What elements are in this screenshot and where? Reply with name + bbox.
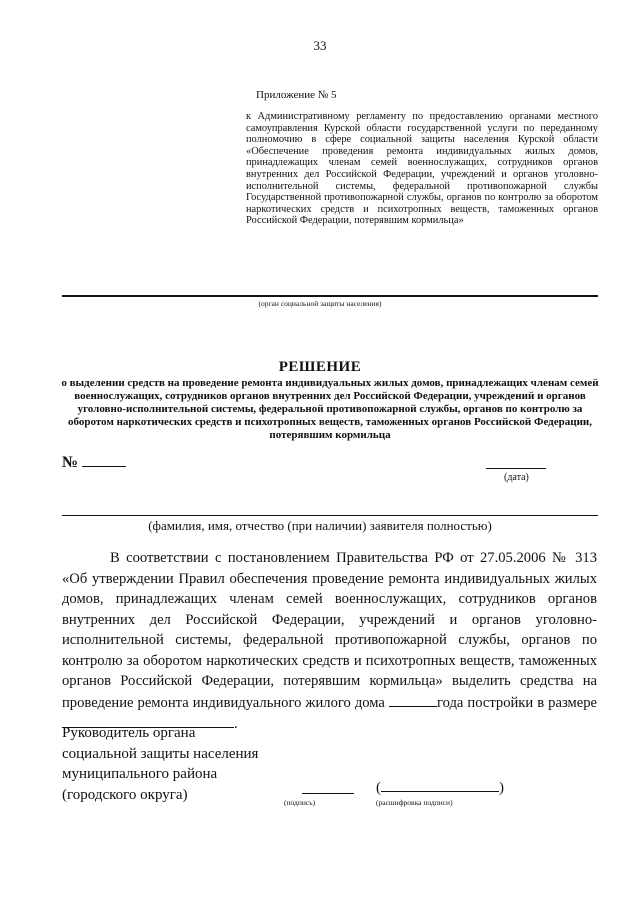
body-part-1: В соответствии с постановлением Правительства РФ от 27.05.2006 № 313 «Об утверждении Правил обеспечения проведение ремонта индивидуальных жилых домов, принадлежащих членам семей военнослужащих, сотрудников органов внутренних дел Российской Федерации, учреждений и органов уголовно-исполнительной системы, федеральной противопожарной службы, органов по контролю за оборотом наркотических средств и психотропных веществ, таможенных органов Российской Федерации, потерявшим кормильца» выделить средства на проведение ремонта индивидуального жилого дома — [62, 550, 597, 711]
decision-title: РЕШЕНИЕ — [278, 359, 362, 375]
organ-line — [62, 295, 598, 297]
page-number: 33 — [313, 38, 327, 53]
signature-caption: (подпись) — [284, 798, 316, 807]
decision-subtitle: о выделении средств на проведение ремонта индивидуальных жилых домов, принадлежащих членам семей военнослужащих, сотрудников органов внутренних дел Российской Федерации, учреждений и органов уголовно-исполнительной системы, федеральной противопожарной службы, органов по контролю за оборотом наркотических средств и психотропных веществ, таможенных органов Российской Федерации, потерявшим кормильца — [61, 377, 599, 441]
paren-close: ) — [499, 780, 504, 796]
appendix-title: Приложение № 5 — [256, 89, 337, 101]
applicant-line[interactable] — [62, 515, 598, 516]
number-blank[interactable] — [82, 452, 126, 467]
applicant-caption: (фамилия, имя, отчество (при наличии) заявителя полностью) — [148, 518, 492, 533]
decode-blank[interactable] — [381, 777, 499, 792]
body-part-2: года постройки в размере — [436, 694, 597, 711]
signatory-line-1: Руководитель органа — [62, 725, 196, 741]
paren-open: ( — [376, 780, 381, 796]
number-label: № — [62, 454, 79, 471]
date-caption: (дата) — [504, 472, 529, 483]
body-part-3: . — [234, 716, 238, 732]
number-field[interactable] — [62, 452, 126, 472]
decode-caption: (расшифровка подписи) — [376, 798, 453, 807]
decision-body — [62, 548, 597, 735]
appendix-text: к Административному регламенту по предоставлению органами местного самоуправления Курской области государственной услуги по переданному полномочию в сфере социальной защиты населения Курской области «Обеспечение проведения ремонта индивидуальных жилых домов, принадлежащих членам семей военнослужащих, сотрудников органов внутренних дел Российской Федерации, учреждений и органов уголовно-исполнительной системы, федеральной противопожарной службы Государственной противопожарной службы, органов по контролю за оборотом наркотических средств и психотропных веществ, таможенных органов Российской Федерации, потерявшим кормильца» — [246, 111, 598, 227]
date-line[interactable] — [486, 468, 546, 469]
signatory-line-3: муниципального района — [62, 766, 218, 782]
organ-caption: (орган социальной защиты населения) — [258, 299, 382, 308]
signature-line[interactable] — [302, 793, 354, 794]
year-blank[interactable] — [389, 692, 437, 707]
decode-field[interactable] — [376, 777, 504, 797]
signatory-line-4: (городского округа) — [62, 786, 188, 803]
signatory-line-2: социальной защиты населения — [62, 745, 259, 762]
signatory-block — [62, 723, 258, 805]
